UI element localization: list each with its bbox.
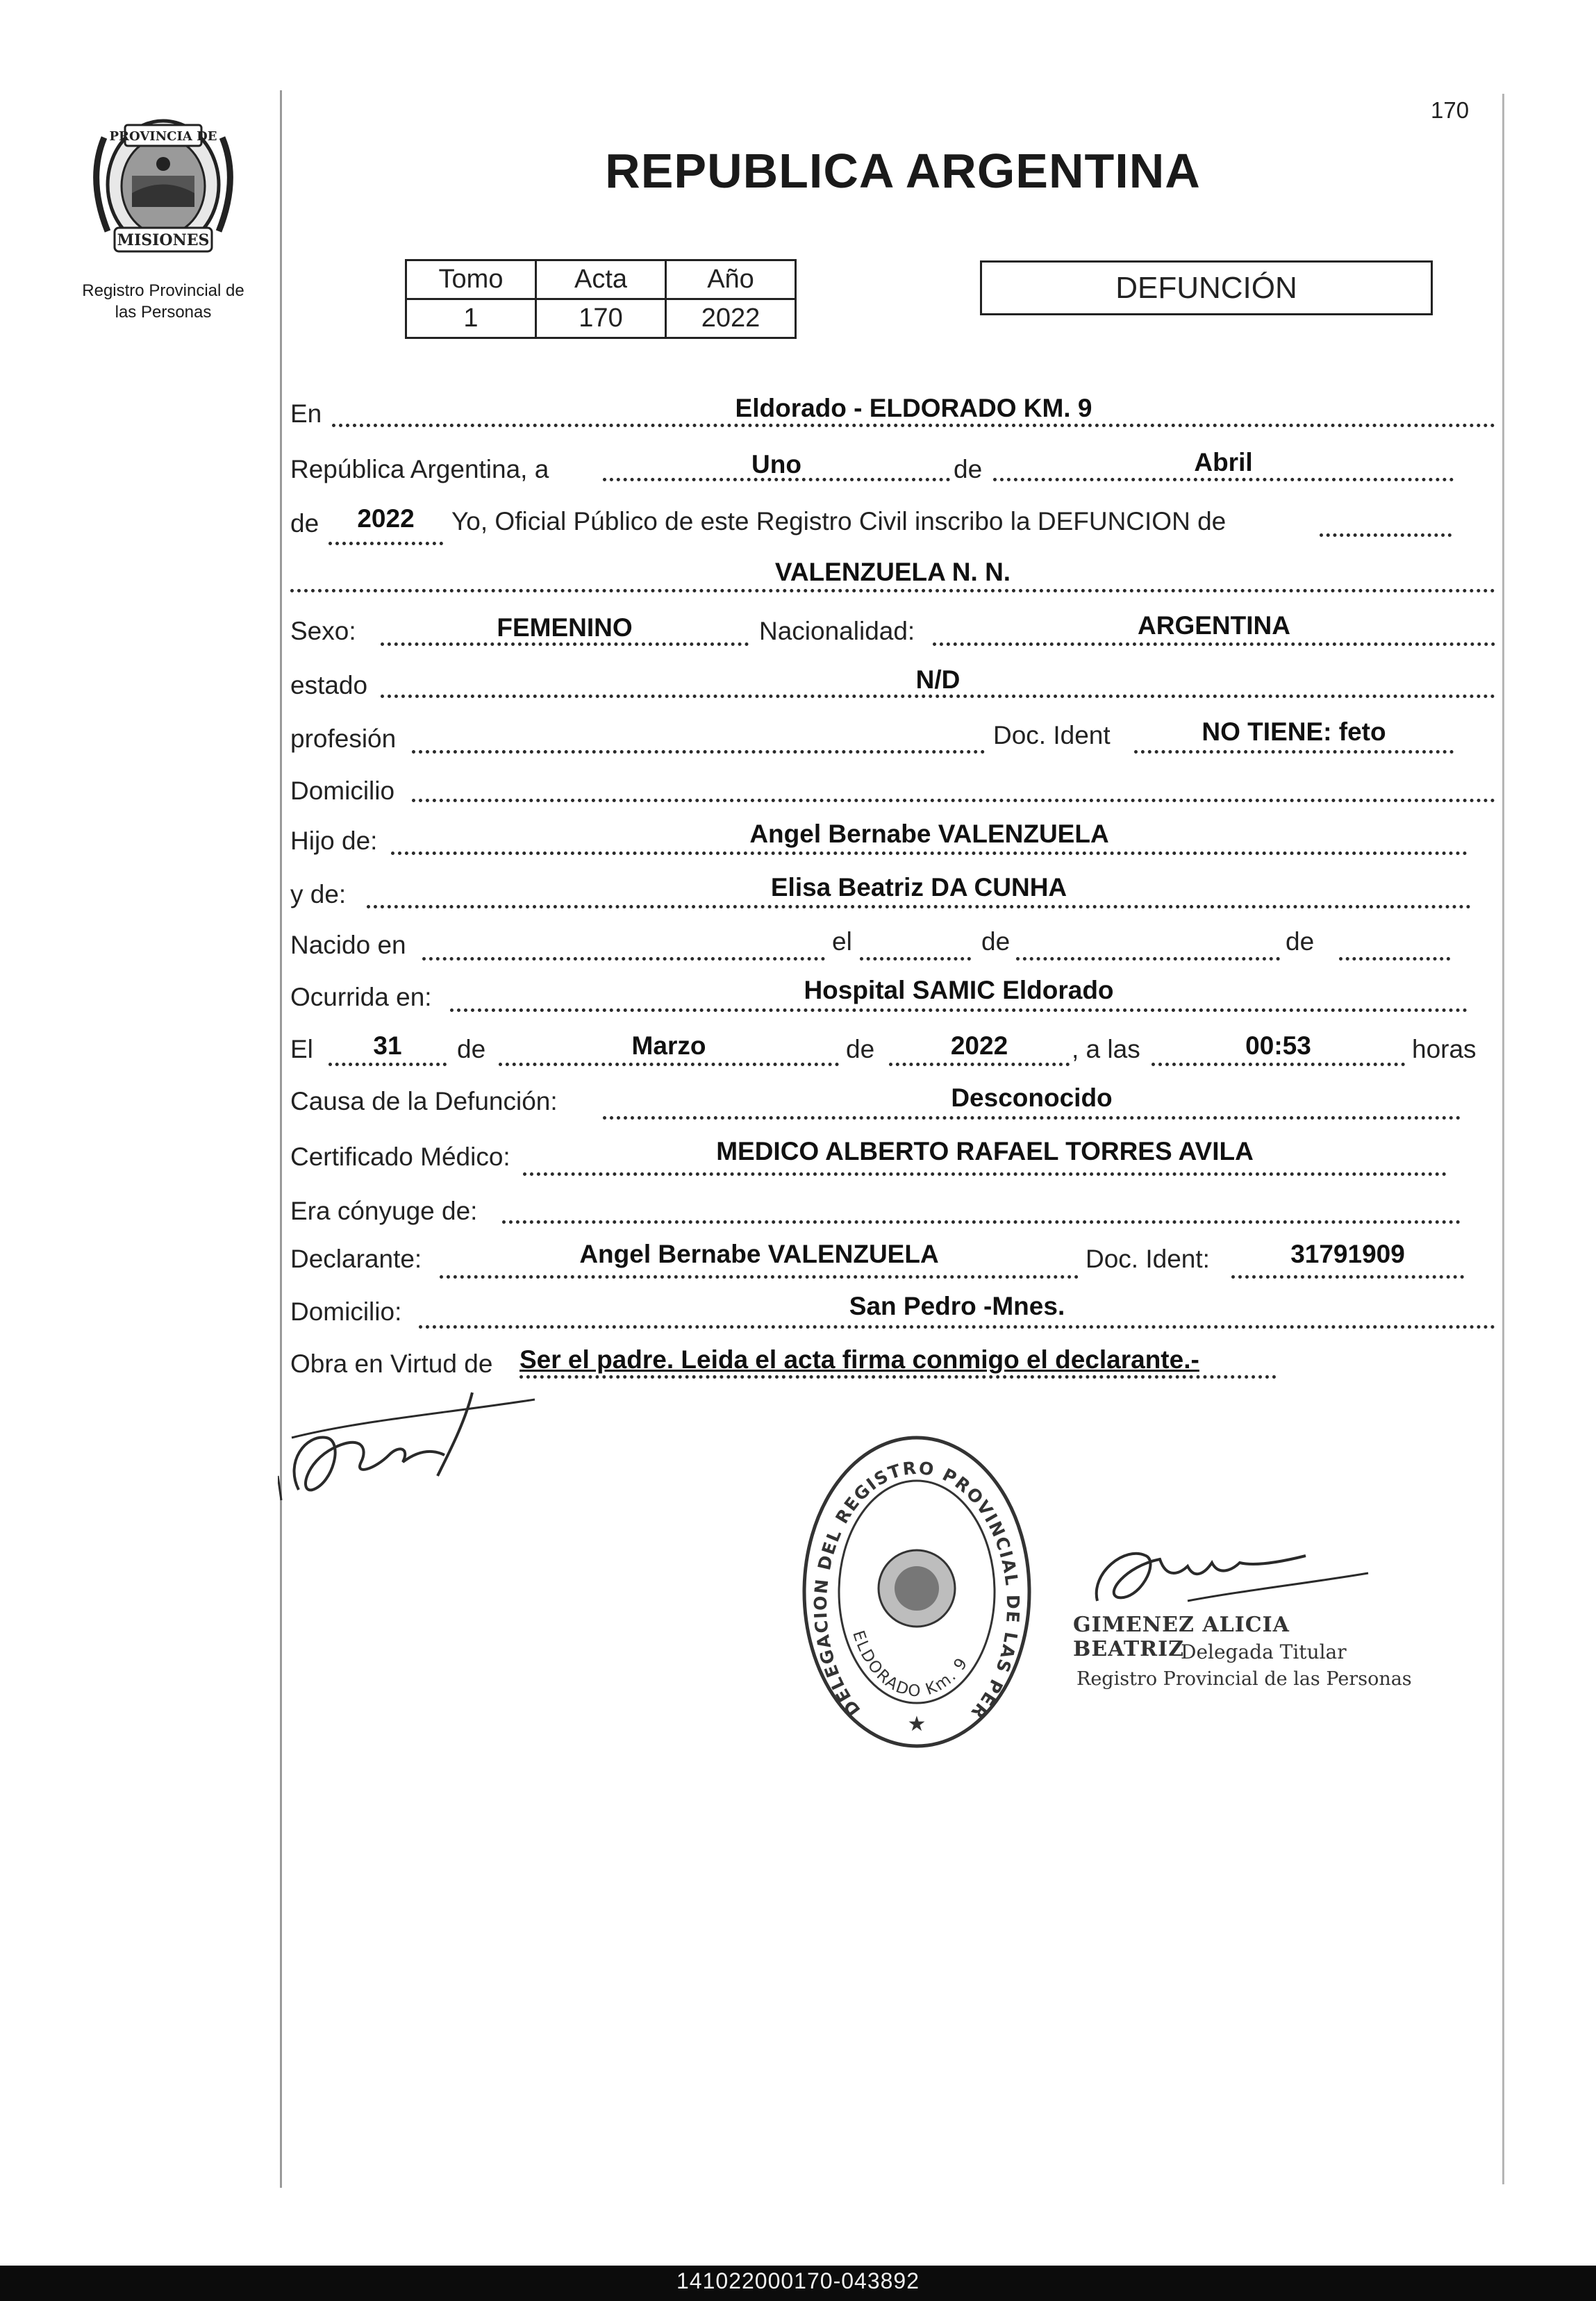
field-reason: Ser el padre. Leida el acta firma conmigo el declarante.- (519, 1345, 1199, 1374)
label-de: de (457, 1035, 486, 1063)
field-place: Eldorado - ELDORADO KM. 9 (735, 394, 1092, 422)
field-line (933, 642, 1495, 646)
svg-text:★: ★ (907, 1713, 926, 1736)
label-yo-oficial: Yo, Oficial Público de este Registro Civil inscribo la DEFUNCION de (451, 507, 1227, 535)
record-table (405, 259, 797, 339)
field-line (523, 1172, 1447, 1176)
record-value-acta: 170 (536, 299, 666, 338)
field-death-day: 31 (373, 1031, 402, 1060)
field-line (603, 1116, 1461, 1120)
field-day-word: Uno (751, 450, 801, 479)
label-doc-ident2: Doc. Ident: (1086, 1245, 1210, 1273)
record-header-ano: Año (666, 260, 796, 299)
field-line (381, 695, 1495, 698)
field-death-time: 00:53 (1245, 1031, 1311, 1060)
record-header-tomo: Tomo (406, 260, 536, 299)
svg-text:ELDORADO Km. 9: ELDORADO Km. 9 (849, 1628, 972, 1701)
field-line (290, 589, 1495, 592)
label-de: de (954, 455, 983, 483)
field-father: Angel Bernabe VALENZUELA (749, 820, 1109, 848)
field-line (502, 1220, 1461, 1224)
field-declarant-address: San Pedro -Mnes. (849, 1292, 1065, 1320)
field-line (993, 478, 1454, 481)
official-signature (1083, 1525, 1375, 1615)
label-doc-ident: Doc. Ident (993, 721, 1111, 749)
label-nacionalidad: Nacionalidad: (759, 617, 915, 645)
svg-text:PROVINCIA DE: PROVINCIA DE (109, 129, 217, 144)
field-line (1320, 533, 1452, 537)
field-line (1339, 957, 1450, 961)
field-nationality: ARGENTINA (1138, 611, 1290, 640)
field-line (381, 642, 749, 646)
label-el-lower: el (832, 927, 852, 956)
label-de: de (846, 1035, 875, 1063)
field-occurred-at: Hospital SAMIC Eldorado (804, 976, 1114, 1004)
footer-code: 141022000170-043892 (676, 2268, 920, 2293)
field-declarant: Angel Bernabe VALENZUELA (579, 1240, 939, 1268)
field-document: NO TIENE: feto (1202, 717, 1386, 746)
registry-caption (49, 280, 278, 323)
label-de: de (290, 509, 319, 538)
field-sex: FEMENINO (497, 613, 633, 642)
label-estado: estado (290, 671, 368, 699)
label-y-de: y de: (290, 880, 347, 908)
field-certificate: MEDICO ALBERTO RAFAEL TORRES AVILA (716, 1137, 1254, 1165)
field-line (419, 1325, 1495, 1329)
label-hijo-de: Hijo de: (290, 826, 378, 855)
label-sexo: Sexo: (290, 617, 356, 645)
field-line (367, 905, 1471, 908)
official-registry: Registro Provincial de las Personas (1077, 1668, 1412, 1690)
registry-caption-line1: Registro Provincial de (82, 281, 244, 300)
label-nacido-en: Nacido en (290, 931, 406, 959)
right-margin-line (1502, 94, 1504, 2184)
label-de: de (1286, 927, 1315, 956)
label-conyuge: Era cónyuge de: (290, 1197, 478, 1225)
field-line (422, 957, 825, 961)
field-line (1152, 1063, 1405, 1066)
field-line (329, 542, 443, 545)
field-line (1016, 957, 1280, 961)
misiones-coat-of-arms-logo (83, 110, 243, 260)
record-value-tomo: 1 (406, 299, 536, 338)
field-deceased-name: VALENZUELA N. N. (774, 558, 1011, 586)
label-profesion: profesión (290, 724, 397, 753)
label-en: En (290, 399, 322, 428)
label-ocurrida-en: Ocurrida en: (290, 983, 432, 1011)
svg-text:DELEGACION DEL REGISTRO PROVIN: DELEGACION DEL REGISTRO PROVINCIAL DE LAS PER (810, 1457, 1024, 1724)
field-mother: Elisa Beatriz DA CUNHA (770, 873, 1067, 902)
field-declarant-doc: 31791909 (1290, 1240, 1405, 1268)
left-margin-line (280, 90, 282, 2188)
field-line (332, 424, 1495, 427)
page-number: 170 (1431, 97, 1470, 123)
official-name: GIMENEZ ALICIA BEATRIZ (1073, 1613, 1290, 1661)
label-republica: República Argentina, a (290, 455, 549, 483)
official-role: Delegada Titular (1181, 1640, 1347, 1663)
registry-seal-stamp (799, 1432, 1035, 1752)
field-line (1231, 1275, 1464, 1279)
field-line (412, 799, 1495, 802)
field-line (329, 1063, 447, 1066)
record-value-ano: 2022 (666, 299, 796, 338)
registry-caption-line2: las Personas (115, 303, 212, 322)
label-de: de (981, 927, 1011, 956)
label-domicilio: Domicilio (290, 776, 395, 805)
field-line (860, 957, 971, 961)
field-line (391, 852, 1468, 855)
field-line (412, 750, 985, 754)
label-domicilio2: Domicilio: (290, 1297, 402, 1326)
field-line (450, 1008, 1468, 1012)
field-month: Abril (1194, 448, 1253, 476)
label-obra: Obra en Virtud de (290, 1349, 493, 1378)
field-line (519, 1375, 1277, 1379)
label-el: El (290, 1035, 313, 1063)
field-civil-status: N/D (915, 665, 961, 694)
label-declarante: Declarante: (290, 1245, 422, 1273)
label-certificado: Certificado Médico: (290, 1143, 510, 1171)
svg-text:MISIONES: MISIONES (117, 231, 210, 249)
document-type-box: DEFUNCIÓN (980, 260, 1433, 315)
label-causa: Causa de la Defunción: (290, 1087, 558, 1115)
field-line (440, 1275, 1079, 1279)
field-year: 2022 (357, 504, 415, 533)
field-line (1134, 750, 1454, 754)
field-line (499, 1063, 839, 1066)
record-header-acta: Acta (536, 260, 666, 299)
label-horas: horas (1412, 1035, 1477, 1063)
field-line (889, 1063, 1070, 1066)
field-death-month: Marzo (631, 1031, 706, 1060)
label-a-las: , a las (1072, 1035, 1140, 1063)
field-death-year: 2022 (950, 1031, 1008, 1060)
page-title: REPUBLICA ARGENTINA (605, 144, 1201, 198)
field-cause: Desconocido (951, 1083, 1113, 1112)
declarant-signature (278, 1386, 542, 1504)
